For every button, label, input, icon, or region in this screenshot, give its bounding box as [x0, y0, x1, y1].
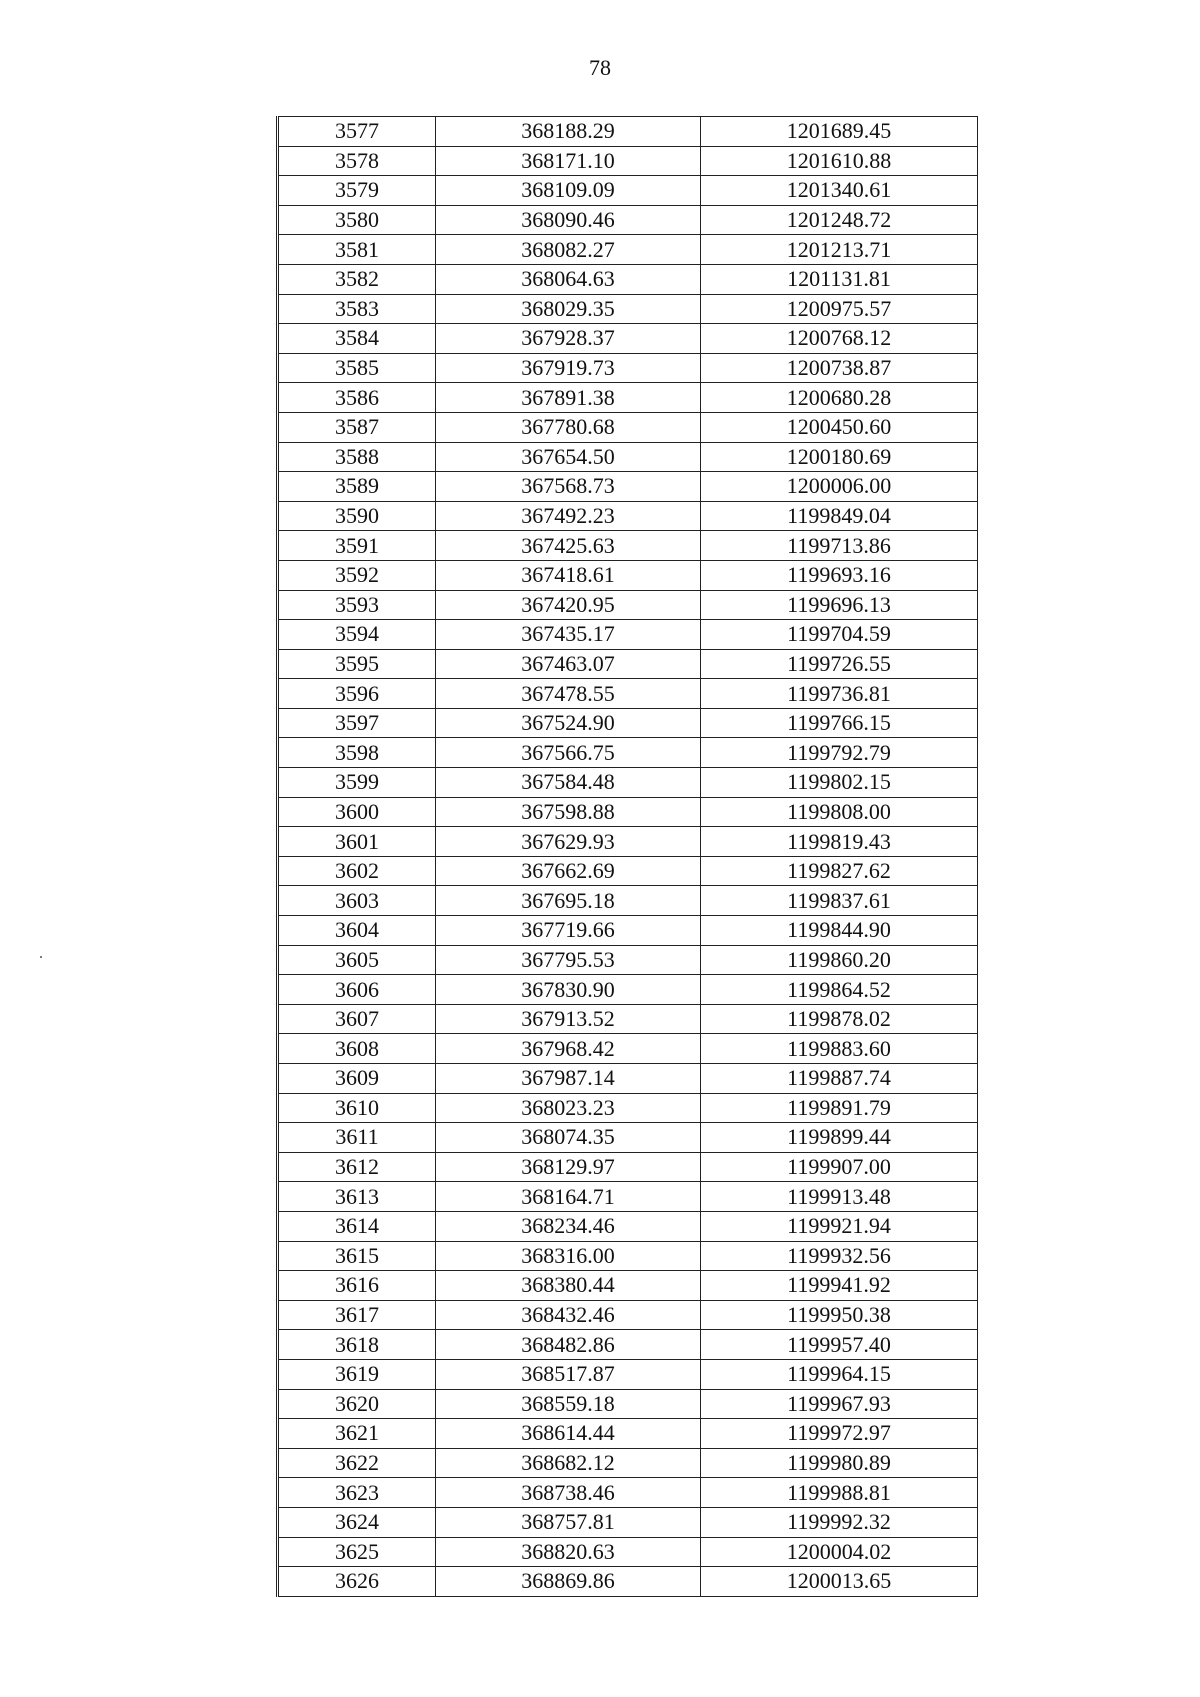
x-coordinate-cell: 367662.69 [436, 856, 701, 886]
x-coordinate-cell: 368316.00 [436, 1241, 701, 1271]
point-number-cell: 3579 [278, 176, 436, 206]
y-coordinate-cell: 1199704.59 [701, 620, 978, 650]
table-row [278, 176, 978, 206]
y-coordinate-cell: 1200975.57 [701, 294, 978, 324]
point-number-cell: 3583 [278, 294, 436, 324]
x-coordinate-cell: 367598.88 [436, 797, 701, 827]
point-number-cell: 3606 [278, 975, 436, 1005]
y-coordinate-cell: 1199980.89 [701, 1448, 978, 1478]
x-coordinate-cell: 367568.73 [436, 472, 701, 502]
table-row [278, 768, 978, 798]
table-row [278, 916, 978, 946]
x-coordinate-cell: 367435.17 [436, 620, 701, 650]
y-coordinate-cell: 1201213.71 [701, 235, 978, 265]
table-row [278, 294, 978, 324]
y-coordinate-cell: 1199878.02 [701, 1004, 978, 1034]
x-coordinate-cell: 368109.09 [436, 176, 701, 206]
x-coordinate-cell: 367830.90 [436, 975, 701, 1005]
point-number-cell: 3621 [278, 1419, 436, 1449]
point-number-cell: 3592 [278, 560, 436, 590]
point-number-cell: 3605 [278, 945, 436, 975]
x-coordinate-cell: 367654.50 [436, 442, 701, 472]
table-row [278, 353, 978, 383]
x-coordinate-cell: 367425.63 [436, 531, 701, 561]
y-coordinate-cell: 1199766.15 [701, 708, 978, 738]
point-number-cell: 3599 [278, 768, 436, 798]
table-row [278, 1448, 978, 1478]
y-coordinate-cell: 1199907.00 [701, 1152, 978, 1182]
point-number-cell: 3614 [278, 1211, 436, 1241]
y-coordinate-cell: 1199792.79 [701, 738, 978, 768]
y-coordinate-cell: 1199899.44 [701, 1123, 978, 1153]
point-number-cell: 3622 [278, 1448, 436, 1478]
point-number-cell: 3608 [278, 1034, 436, 1064]
table-row [278, 1330, 978, 1360]
x-coordinate-cell: 368029.35 [436, 294, 701, 324]
x-coordinate-cell: 367891.38 [436, 383, 701, 413]
x-coordinate-cell: 367418.61 [436, 560, 701, 590]
y-coordinate-cell: 1199921.94 [701, 1211, 978, 1241]
x-coordinate-cell: 367795.53 [436, 945, 701, 975]
x-coordinate-cell: 368090.46 [436, 205, 701, 235]
point-number-cell: 3596 [278, 679, 436, 709]
y-coordinate-cell: 1199696.13 [701, 590, 978, 620]
x-coordinate-cell: 367928.37 [436, 324, 701, 354]
point-number-cell: 3582 [278, 264, 436, 294]
point-number-cell: 3601 [278, 827, 436, 857]
table-row [278, 1182, 978, 1212]
x-coordinate-cell: 368074.35 [436, 1123, 701, 1153]
point-number-cell: 3626 [278, 1567, 436, 1597]
y-coordinate-cell: 1200006.00 [701, 472, 978, 502]
y-coordinate-cell: 1199941.92 [701, 1271, 978, 1301]
table-row [278, 324, 978, 354]
y-coordinate-cell: 1199849.04 [701, 501, 978, 531]
y-coordinate-cell: 1201248.72 [701, 205, 978, 235]
point-number-cell: 3604 [278, 916, 436, 946]
y-coordinate-cell: 1201340.61 [701, 176, 978, 206]
y-coordinate-cell: 1199837.61 [701, 886, 978, 916]
y-coordinate-cell: 1199932.56 [701, 1241, 978, 1271]
table-row [278, 1359, 978, 1389]
y-coordinate-cell: 1199883.60 [701, 1034, 978, 1064]
x-coordinate-cell: 367719.66 [436, 916, 701, 946]
point-number-cell: 3589 [278, 472, 436, 502]
point-number-cell: 3602 [278, 856, 436, 886]
x-coordinate-cell: 367919.73 [436, 353, 701, 383]
y-coordinate-cell: 1199726.55 [701, 649, 978, 679]
point-number-cell: 3615 [278, 1241, 436, 1271]
table-row [278, 1478, 978, 1508]
x-coordinate-cell: 368023.23 [436, 1093, 701, 1123]
point-number-cell: 3578 [278, 146, 436, 176]
table-row [278, 827, 978, 857]
point-number-cell: 3619 [278, 1359, 436, 1389]
table-row [278, 1152, 978, 1182]
x-coordinate-cell: 367913.52 [436, 1004, 701, 1034]
point-number-cell: 3623 [278, 1478, 436, 1508]
table-row [278, 383, 978, 413]
x-coordinate-cell: 368188.29 [436, 117, 701, 147]
x-coordinate-cell: 367968.42 [436, 1034, 701, 1064]
x-coordinate-cell: 368234.46 [436, 1211, 701, 1241]
point-number-cell: 3591 [278, 531, 436, 561]
x-coordinate-cell: 367584.48 [436, 768, 701, 798]
table-row [278, 738, 978, 768]
point-number-cell: 3613 [278, 1182, 436, 1212]
table-row [278, 531, 978, 561]
table-row [278, 590, 978, 620]
y-coordinate-cell: 1199860.20 [701, 945, 978, 975]
y-coordinate-cell: 1199913.48 [701, 1182, 978, 1212]
table-row [278, 146, 978, 176]
x-coordinate-cell: 368757.81 [436, 1507, 701, 1537]
point-number-cell: 3620 [278, 1389, 436, 1419]
x-coordinate-cell: 368082.27 [436, 235, 701, 265]
table-row [278, 679, 978, 709]
table-row [278, 501, 978, 531]
table-row [278, 886, 978, 916]
point-number-cell: 3607 [278, 1004, 436, 1034]
y-coordinate-cell: 1200768.12 [701, 324, 978, 354]
point-number-cell: 3581 [278, 235, 436, 265]
x-coordinate-cell: 367478.55 [436, 679, 701, 709]
y-coordinate-cell: 1199891.79 [701, 1093, 978, 1123]
table-row [278, 412, 978, 442]
y-coordinate-cell: 1199988.81 [701, 1478, 978, 1508]
point-number-cell: 3618 [278, 1330, 436, 1360]
x-coordinate-cell: 368869.86 [436, 1567, 701, 1597]
table-row [278, 442, 978, 472]
x-coordinate-cell: 367420.95 [436, 590, 701, 620]
y-coordinate-cell: 1201610.88 [701, 146, 978, 176]
y-coordinate-cell: 1201131.81 [701, 264, 978, 294]
table-row [278, 1537, 978, 1567]
point-number-cell: 3616 [278, 1271, 436, 1301]
x-coordinate-cell: 367629.93 [436, 827, 701, 857]
table-row [278, 975, 978, 1005]
table-row [278, 1123, 978, 1153]
y-coordinate-cell: 1200013.65 [701, 1567, 978, 1597]
x-coordinate-cell: 368164.71 [436, 1182, 701, 1212]
y-coordinate-cell: 1199964.15 [701, 1359, 978, 1389]
y-coordinate-cell: 1199819.43 [701, 827, 978, 857]
y-coordinate-cell: 1200738.87 [701, 353, 978, 383]
point-number-cell: 3611 [278, 1123, 436, 1153]
coordinate-table [276, 116, 978, 1597]
y-coordinate-cell: 1200450.60 [701, 412, 978, 442]
x-coordinate-cell: 367524.90 [436, 708, 701, 738]
point-number-cell: 3580 [278, 205, 436, 235]
table-body [278, 117, 978, 1597]
point-number-cell: 3590 [278, 501, 436, 531]
point-number-cell: 3603 [278, 886, 436, 916]
table-row [278, 1004, 978, 1034]
point-number-cell: 3586 [278, 383, 436, 413]
point-number-cell: 3588 [278, 442, 436, 472]
point-number-cell: 3584 [278, 324, 436, 354]
y-coordinate-cell: 1199972.97 [701, 1419, 978, 1449]
point-number-cell: 3597 [278, 708, 436, 738]
table-row [278, 1241, 978, 1271]
y-coordinate-cell: 1199802.15 [701, 768, 978, 798]
x-coordinate-cell: 367492.23 [436, 501, 701, 531]
point-number-cell: 3594 [278, 620, 436, 650]
y-coordinate-cell: 1199950.38 [701, 1300, 978, 1330]
y-coordinate-cell: 1199736.81 [701, 679, 978, 709]
table-row [278, 1507, 978, 1537]
point-number-cell: 3610 [278, 1093, 436, 1123]
table-row [278, 1064, 978, 1094]
point-number-cell: 3609 [278, 1064, 436, 1094]
table-row [278, 856, 978, 886]
y-coordinate-cell: 1199827.62 [701, 856, 978, 886]
x-coordinate-cell: 368682.12 [436, 1448, 701, 1478]
y-coordinate-cell: 1201689.45 [701, 117, 978, 147]
y-coordinate-cell: 1199957.40 [701, 1330, 978, 1360]
table-row [278, 205, 978, 235]
y-coordinate-cell: 1199844.90 [701, 916, 978, 946]
x-coordinate-cell: 367695.18 [436, 886, 701, 916]
point-number-cell: 3624 [278, 1507, 436, 1537]
table-row [278, 235, 978, 265]
x-coordinate-cell: 367780.68 [436, 412, 701, 442]
y-coordinate-cell: 1200004.02 [701, 1537, 978, 1567]
y-coordinate-cell: 1199887.74 [701, 1064, 978, 1094]
table-row [278, 1211, 978, 1241]
table-row [278, 264, 978, 294]
table-row [278, 1093, 978, 1123]
x-coordinate-cell: 368820.63 [436, 1537, 701, 1567]
point-number-cell: 3577 [278, 117, 436, 147]
table-row [278, 117, 978, 147]
point-number-cell: 3598 [278, 738, 436, 768]
y-coordinate-cell: 1199864.52 [701, 975, 978, 1005]
table-row [278, 797, 978, 827]
x-coordinate-cell: 368129.97 [436, 1152, 701, 1182]
table-row [278, 1567, 978, 1597]
table-row [278, 708, 978, 738]
x-coordinate-cell: 368064.63 [436, 264, 701, 294]
table-row [278, 472, 978, 502]
point-number-cell: 3595 [278, 649, 436, 679]
y-coordinate-cell: 1199693.16 [701, 560, 978, 590]
x-coordinate-cell: 368559.18 [436, 1389, 701, 1419]
x-coordinate-cell: 368432.46 [436, 1300, 701, 1330]
x-coordinate-cell: 367987.14 [436, 1064, 701, 1094]
point-number-cell: 3600 [278, 797, 436, 827]
point-number-cell: 3625 [278, 1537, 436, 1567]
table-row [278, 1271, 978, 1301]
table-row [278, 560, 978, 590]
x-coordinate-cell: 368380.44 [436, 1271, 701, 1301]
x-coordinate-cell: 368171.10 [436, 146, 701, 176]
x-coordinate-cell: 367463.07 [436, 649, 701, 679]
point-number-cell: 3617 [278, 1300, 436, 1330]
page-number: 78 [589, 55, 611, 80]
point-number-cell: 3587 [278, 412, 436, 442]
y-coordinate-cell: 1200180.69 [701, 442, 978, 472]
y-coordinate-cell: 1199967.93 [701, 1389, 978, 1419]
table-row [278, 945, 978, 975]
table-row [278, 1034, 978, 1064]
table-row [278, 1300, 978, 1330]
table-row [278, 1419, 978, 1449]
y-coordinate-cell: 1199992.32 [701, 1507, 978, 1537]
x-coordinate-cell: 368614.44 [436, 1419, 701, 1449]
table-row [278, 1389, 978, 1419]
y-coordinate-cell: 1199713.86 [701, 531, 978, 561]
scan-speck [40, 956, 42, 958]
x-coordinate-cell: 368738.46 [436, 1478, 701, 1508]
y-coordinate-cell: 1199808.00 [701, 797, 978, 827]
x-coordinate-cell: 368517.87 [436, 1359, 701, 1389]
point-number-cell: 3593 [278, 590, 436, 620]
table-row [278, 649, 978, 679]
table-row [278, 620, 978, 650]
x-coordinate-cell: 368482.86 [436, 1330, 701, 1360]
point-number-cell: 3612 [278, 1152, 436, 1182]
x-coordinate-cell: 367566.75 [436, 738, 701, 768]
point-number-cell: 3585 [278, 353, 436, 383]
y-coordinate-cell: 1200680.28 [701, 383, 978, 413]
